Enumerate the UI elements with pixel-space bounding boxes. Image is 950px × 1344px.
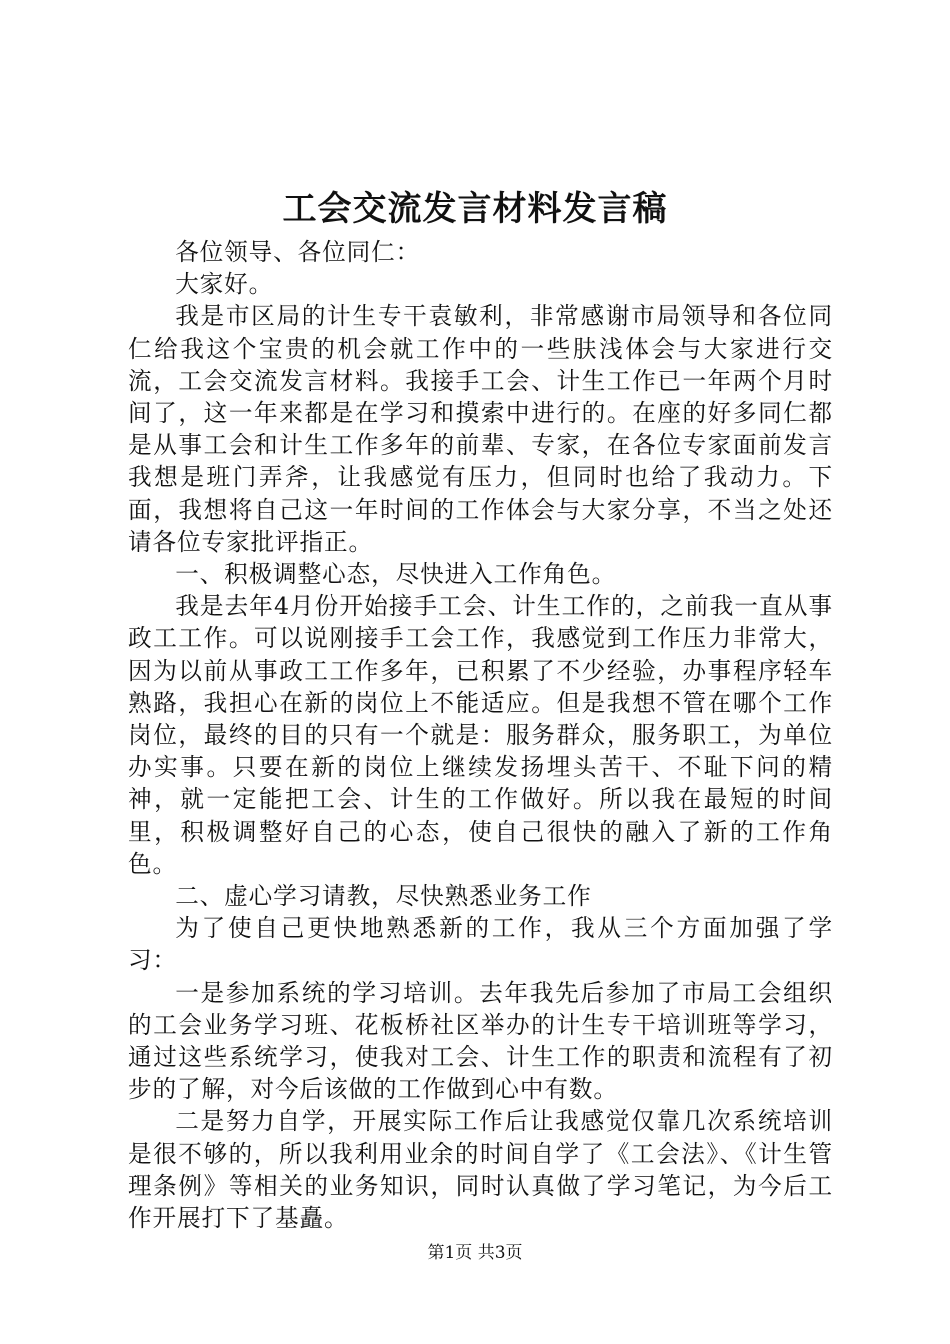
section-2-item-1-paragraph: 一是参加系统的学习培训。去年我先后参加了市局工会组织的工会业务学习班、花板桥社区举办的计生专干培训班等学习，通过这些系统学习，使我对工会、计生工作的职责和流程有了初步的了解，对今后该做的工作做到心中有数。 [128, 978, 833, 1104]
salutation-paragraph: 大家好。 [175, 270, 274, 299]
section-heading-2: 二、虚心学习请教，尽快熟悉业务工作 [175, 882, 592, 911]
document-title: 工会交流发言材料发言稿 [282, 189, 668, 229]
intro-paragraph: 我是市区局的计生专干袁敏利，非常感谢市局领导和各位同仁给我这个宝贵的机会就工作中的一些肤浅体会与大家进行交流，工会交流发言材料。我接手工会、计生工作已一年两个月时间了，这一年来都是在学习和摸索中进行的。在座的好多同仁都是从事工会和计生工作多年的前辈、专家，在各位专家面前发言我想是班门弄斧，让我感觉有压力，但同时也给了我动力。下面，我想将自己这一年时间的工作体会与大家分享，不当之处还请各位专家批评指正。 [128, 302, 833, 556]
section-heading-1: 一、积极调整心态，尽快进入工作角色。 [175, 560, 617, 589]
document-body [128, 236, 833, 1234]
section-1-paragraph: 我是去年4月份开始接手工会、计生工作的，之前我一直从事政工工作。可以说刚接手工会工作，我感觉到工作压力非常大，因为以前从事政工工作多年，已积累了不少经验，办事程序轻车熟路，我担心在新的岗位上不能适应。但是我想不管在哪个工作岗位，最终的目的只有一个就是：服务群众，服务职工，为单位办实事。只要在新的岗位上继续发扬埋头苦干、不耻下问的精神，就一定能把工会、计生的工作做好。所以我在最短的时间里，积极调整好自己的心态，使自己很快的融入了新的工作角色。 [128, 592, 833, 878]
section-2-intro-paragraph: 为了使自己更快地熟悉新的工作，我从三个方面加强了学习： [128, 914, 833, 975]
section-2-item-2-paragraph: 二是努力自学，开展实际工作后让我感觉仅靠几次系统培训是很不够的，所以我利用业余的时间自学了《工会法》、《计生管理条例》等相关的业务知识，同时认真做了学习笔记，为今后工作开展打下了基矗。 [128, 1107, 833, 1233]
greeting-paragraph: 各位领导、各位同仁： [175, 238, 421, 266]
page-footer: 第1页 共3页 [427, 1243, 523, 1263]
